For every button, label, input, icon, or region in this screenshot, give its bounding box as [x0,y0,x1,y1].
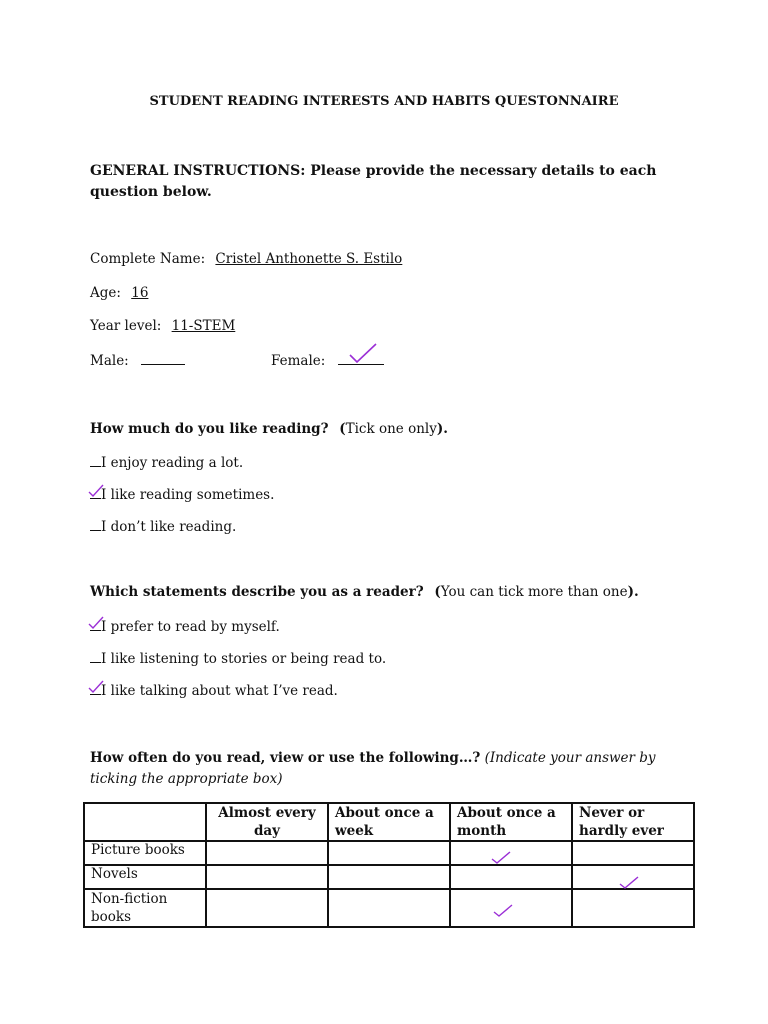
table-row [84,841,694,865]
q1-option-3-blank[interactable] [90,520,101,531]
age-label: Age: [90,285,121,301]
age-value[interactable]: 16 [131,285,149,301]
document-title: STUDENT READING INTERESTS AND HABITS QUESTONNAIRE [149,94,619,109]
female-row [271,352,384,369]
table-cell[interactable] [328,841,450,865]
table-cell[interactable] [328,865,450,889]
name-label: Complete Name: [90,251,206,267]
q2-option-3-blank[interactable] [90,684,101,695]
q2-option-2-blank[interactable] [90,652,101,663]
table-cell[interactable] [206,865,328,889]
year-level-value[interactable]: 11-STEM [171,318,236,334]
table-header-cell: Almost every day [206,803,328,841]
q1-option-3[interactable]: I don’t like reading. [90,519,236,535]
table-header-cell: Never or hardly ever [572,803,694,841]
table-cell[interactable] [450,865,572,889]
table-cell[interactable] [206,889,328,927]
q1-question-row: How much do you like reading? (Tick one only). [90,421,448,437]
table-cell[interactable] [206,841,328,865]
female-check-icon [348,342,378,364]
table-header-cell: About once a month [450,803,572,841]
q1-hint: Tick one only [345,421,437,437]
row-label: Picture books [84,841,206,865]
table-row [84,889,694,927]
check-icon [493,904,513,918]
q2-option-3[interactable]: I like talking about what I’ve read. [90,683,338,699]
table-cell[interactable] [450,889,572,927]
q2-option-1-blank[interactable] [90,620,101,631]
table-header-blank [84,803,206,841]
q3-question: How often do you read, view or use the following…? [90,750,481,766]
q2-question: Which statements describe you as a reader? [90,584,424,600]
male-blank[interactable] [141,352,185,365]
year-level-row [90,318,235,334]
q2-option-1-check-icon [88,616,104,630]
female-label: Female: [271,353,326,369]
q1-option-2-check-icon [88,484,104,498]
male-row [90,352,185,369]
table-header-cell: About once a week [328,803,450,841]
q2-question-row: Which statements describe you as a reader? (You can tick more than one). [90,584,639,600]
name-row [90,251,402,267]
q1-option-1[interactable]: I enjoy reading a lot. [90,455,243,471]
year-level-label: Year level: [90,318,162,334]
female-blank[interactable] [338,352,384,365]
check-icon [619,876,639,890]
q2-option-3-check-icon [88,680,104,694]
q3-question-block [90,748,680,790]
table-cell[interactable] [572,889,694,927]
frequency-table [83,802,695,928]
q1-option-1-blank[interactable] [90,456,101,467]
table-header-row [84,803,694,841]
age-row [90,285,148,301]
row-label: Non-fiction books [84,889,206,927]
q2-hint: You can tick more than one [440,584,628,600]
table-cell[interactable] [572,865,694,889]
table-cell[interactable] [450,841,572,865]
male-label: Male: [90,353,129,369]
table-cell[interactable] [328,889,450,927]
q2-option-1[interactable]: I prefer to read by myself. [90,619,280,635]
q1-option-2-blank[interactable] [90,488,101,499]
q1-option-2[interactable]: I like reading sometimes. [90,487,274,503]
row-label: Novels [84,865,206,889]
check-icon [491,851,511,865]
q3-hint: (Indicate your answer by ticking the appropriate box) [90,750,656,787]
table-cell[interactable] [572,841,694,865]
name-value[interactable]: Cristel Anthonette S. Estilo [215,251,403,267]
table-row [84,865,694,889]
q2-option-2[interactable]: I like listening to stories or being read to. [90,651,386,667]
general-instructions: GENERAL INSTRUCTIONS: Please provide the necessary details to each question below. [90,163,657,200]
q1-question: How much do you like reading? [90,421,329,437]
